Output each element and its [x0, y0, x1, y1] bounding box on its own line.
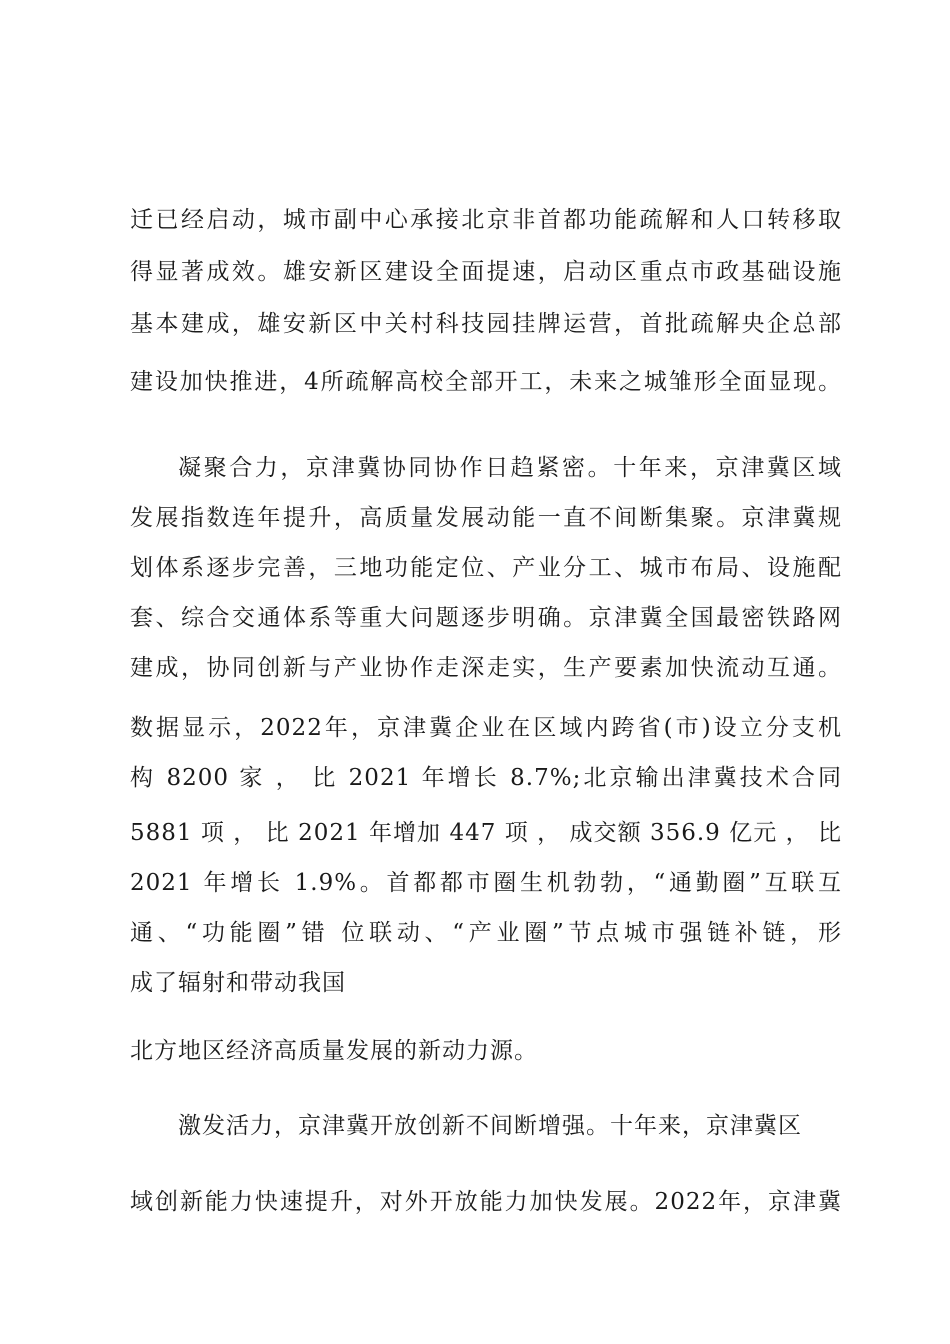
text-line: 基本建成，雄安新区中关村科技园挂牌运营，首批疏解央企总部 — [130, 311, 842, 337]
text-line: 成了辐射和带动我国 — [130, 970, 346, 996]
text-line: 发展指数连年提升，高质量发展动能一直不间断集聚。京津冀规 — [130, 505, 842, 531]
paragraph-first-line: 激发活力，京津冀开放创新不间断增强。十年来，京津冀区 — [178, 1113, 802, 1139]
paragraph-first-line: 凝聚合力，京津冀协同协作日趋紧密。十年来，京津冀区域 — [178, 455, 842, 481]
text-line: 建成，协同创新与产业协作走深走实，生产要素加快流动互通。 — [130, 655, 842, 681]
text-line: 域创新能力快速提升，对外开放能力加快发展。2022年，京津冀 — [130, 1189, 842, 1215]
text-line: 2021 年增长 1.9%。首都都市圈生机勃勃，“通勤圈”互联互 — [130, 870, 842, 896]
text-line: 构 8200 家 ， 比 2021 年增长 8.7%;北京输出津冀技术合同 — [130, 765, 842, 791]
text-line: 数据显示，2022年，京津冀企业在区域内跨省(市)设立分支机 — [130, 715, 842, 741]
text-line: 通、“功能圈”错 位联动、“产业圈”节点城市强链补链，形 — [130, 920, 842, 946]
text-line: 迁已经启动，城市副中心承接北京非首都功能疏解和人口转移取 — [130, 207, 842, 233]
text-line: 划体系逐步完善，三地功能定位、产业分工、城市布局、设施配 — [130, 555, 842, 581]
text-line: 套、综合交通体系等重大问题逐步明确。京津冀全国最密铁路网 — [130, 605, 842, 631]
text-line: 建设加快推进，4所疏解高校全部开工，未来之城雏形全面显现。 — [130, 369, 842, 395]
text-line: 5881 项 ， 比 2021 年增加 447 项 ， 成交额 356.9 亿元 ， 比 — [130, 820, 842, 846]
text-line: 得显著成效。雄安新区建设全面提速，启动区重点市政基础设施 — [130, 259, 842, 285]
text-line: 北方地区经济高质量发展的新动力源。 — [130, 1038, 538, 1064]
